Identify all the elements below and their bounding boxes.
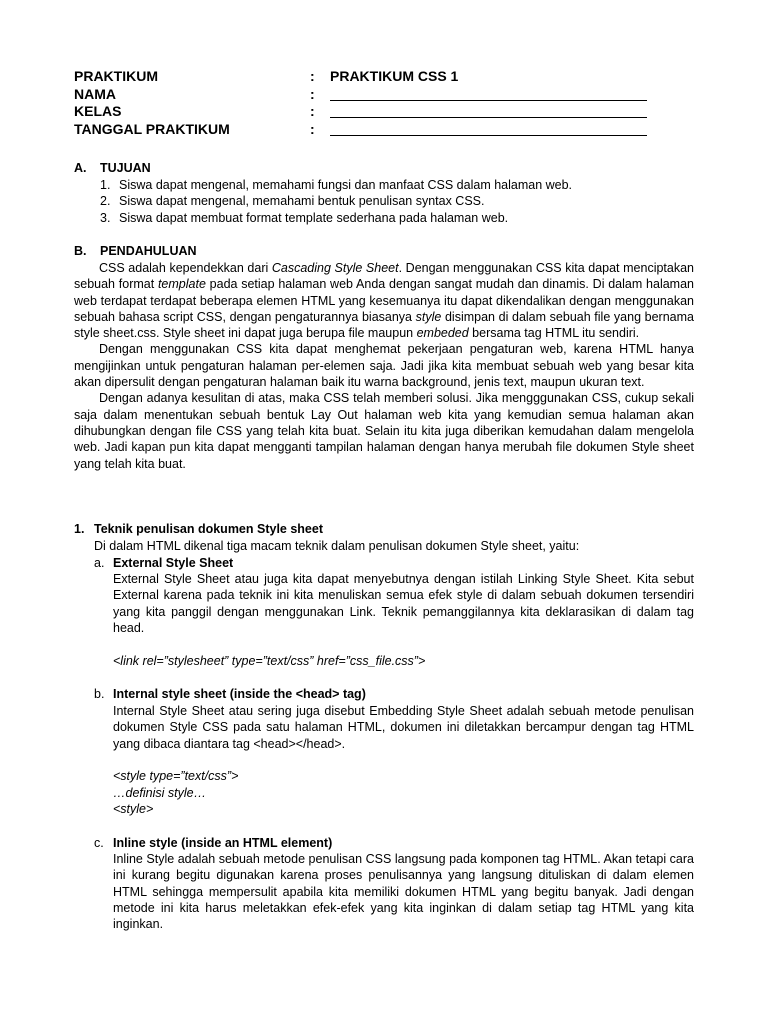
header-colon: : — [310, 103, 315, 119]
item-number: 2. — [100, 194, 111, 209]
section-title-tujuan — [74, 160, 151, 176]
subsection-number: 1. — [74, 522, 85, 536]
header-row-nama — [74, 86, 647, 104]
header-label: TANGGAL PRAKTIKUM — [74, 120, 230, 137]
paragraph: Dengan menggunakan CSS kita dapat menghemat pekerjaan pengaturan web, karena HTML hanya mengijinkan untuk pengaturan halaman per-elemen saja. Jadi jika kita membuat sebuah web yang besar kita akan dipersulit dengan pengaturan halaman baik itu warna background, jenis text, maupun ukuran text. — [74, 342, 694, 390]
header-label: NAMA — [74, 85, 116, 102]
inline-text: Inline Style adalah sebuah metode penulisan CSS langsung pada komponen tag HTML. Akan tetapi cara ini kurang begitu digunakan karena proses penulisannya yang langsung dituliskan di dalam elemen HTML sehingga mempersulit apabila kita memiliki dokumen HTML yang begitu banyak. Jadi dengan metode ini kita harus meletakkan efek-efek yang kita inginkan di dalam setiap tag HTML yang kita inginkan. — [113, 852, 694, 932]
code-style-close: <style> — [113, 802, 154, 816]
header-row-kelas — [74, 103, 647, 121]
italic-term: style — [415, 309, 442, 324]
subsection-title-teknik — [74, 521, 323, 537]
item-number: 1. — [100, 178, 111, 192]
list-item — [100, 177, 700, 193]
section-letter: A. — [74, 161, 87, 175]
section-title-text: TUJUAN — [100, 161, 151, 175]
header-value: PRAKTIKUM CSS 1 — [330, 68, 459, 84]
paragraph — [74, 260, 694, 341]
italic-term: embeded — [416, 326, 469, 341]
blank-line — [330, 103, 647, 118]
section-title-text: PENDAHULUAN — [100, 244, 197, 258]
header-colon: : — [310, 85, 315, 102]
item-text: Siswa dapat mengenal, memahami bentuk penulisan syntax CSS. — [119, 194, 485, 209]
header-label: PRAKTIKUM — [74, 68, 158, 84]
header-colon: : — [310, 68, 315, 84]
paragraph: Dengan adanya kesulitan di atas, maka CSS telah memberi solusi. Jika mengggunakan CSS, cukup sekali saja dalam menentukan sebuah bentuk Lay Out halaman web kita yang kemudian semua halaman akan dihubungkan dengan file CSS yang telah kita buat. Selain itu kita juga diberikan kemudahan dalam mengelola web. Jadi kapan pun kita dapat mengganti tampilan halaman dengan hanya merubah file dokumen Style sheet yang telah kita buat. — [74, 391, 694, 471]
subsection-title-text: Teknik penulisan dokumen Style sheet — [94, 522, 323, 536]
section-title-pendahuluan — [74, 243, 197, 259]
italic-term: Cascading Style Sheet — [271, 261, 399, 275]
internal-text: Internal Style Sheet atau sering juga disebut Embedding Style Sheet adalah sebuah metode penulisan dokumen Style CSS pada satu halaman HTML, dokumen ini diletakkan bercampur dengan tag HTML yang dibaca diantara tag <head></head>. — [113, 704, 694, 751]
list-item — [100, 193, 700, 209]
item-letter: c. — [94, 836, 104, 850]
code-style-open: <style type=”text/css”> — [113, 769, 239, 783]
item-number: 3. — [100, 210, 111, 225]
code-link-tag: <link rel=”stylesheet” type=”text/css” href=”css_file.css”> — [113, 654, 426, 668]
intro-paragraphs — [74, 260, 694, 472]
text-run: bersama tag HTML itu sendiri. — [468, 326, 640, 341]
section-letter: B. — [74, 244, 87, 258]
external-text: External Style Sheet atau juga kita dapat menyebutnya dengan istilah Linking Style Sheet. Kita sebut External karena pada teknik ini kita menuliskan semua efek style di dalam sebuah dokumen tersendiri yang kita panggil dengan menggunakan Link. Teknik pemanggilannya kita deklarasikan di dalam tag head. — [113, 572, 694, 635]
header-row-tanggal — [74, 121, 647, 139]
header-label: KELAS — [74, 103, 122, 119]
teknik-intro: Di dalam HTML dikenal tiga macam teknik dalam penulisan dokumen Style sheet, yaitu: — [94, 539, 580, 553]
italic-term: template — [157, 277, 206, 292]
text-run: pada setiap halaman web Anda dengan sangat mudah dan dinamis. Di dalam halaman web terdapat terdapat beberapa elemen HTML yang kesemuanya itu dapat dikendalikan dengan menggunakan sebuah bahasa script CSS, dengan pengaturannya biasanya — [74, 277, 694, 324]
list-item — [100, 210, 700, 226]
item-title-external: External Style Sheet — [113, 556, 234, 570]
header-colon: : — [310, 120, 315, 137]
item-letter: a. — [94, 556, 105, 570]
objective-list — [100, 177, 700, 226]
item-text: Siswa dapat mengenal, memahami fungsi dan manfaat CSS dalam halaman web. — [119, 178, 573, 192]
header-row-praktikum — [74, 68, 647, 86]
item-title-inline: Inline style (inside an HTML element) — [113, 836, 333, 850]
blank-line — [330, 86, 647, 101]
text-run: CSS adalah kependekkan dari — [99, 261, 272, 275]
item-title-internal: Internal style sheet (inside the <head> tag) — [113, 687, 366, 701]
text-run: . Dengan menggunakan CSS kita dapat menciptakan sebuah format — [74, 261, 695, 292]
item-letter: b. — [94, 687, 105, 701]
code-style-body: …definisi style… — [113, 786, 207, 800]
header-block — [74, 68, 647, 138]
text-run: disimpan di dalam sebuah file yang bernama style sheet.css. Style sheet ini dapat juga berupa file maupun — [74, 309, 694, 341]
item-text: Siswa dapat membuat format template sederhana pada halaman web. — [119, 210, 509, 225]
blank-line — [330, 121, 647, 136]
